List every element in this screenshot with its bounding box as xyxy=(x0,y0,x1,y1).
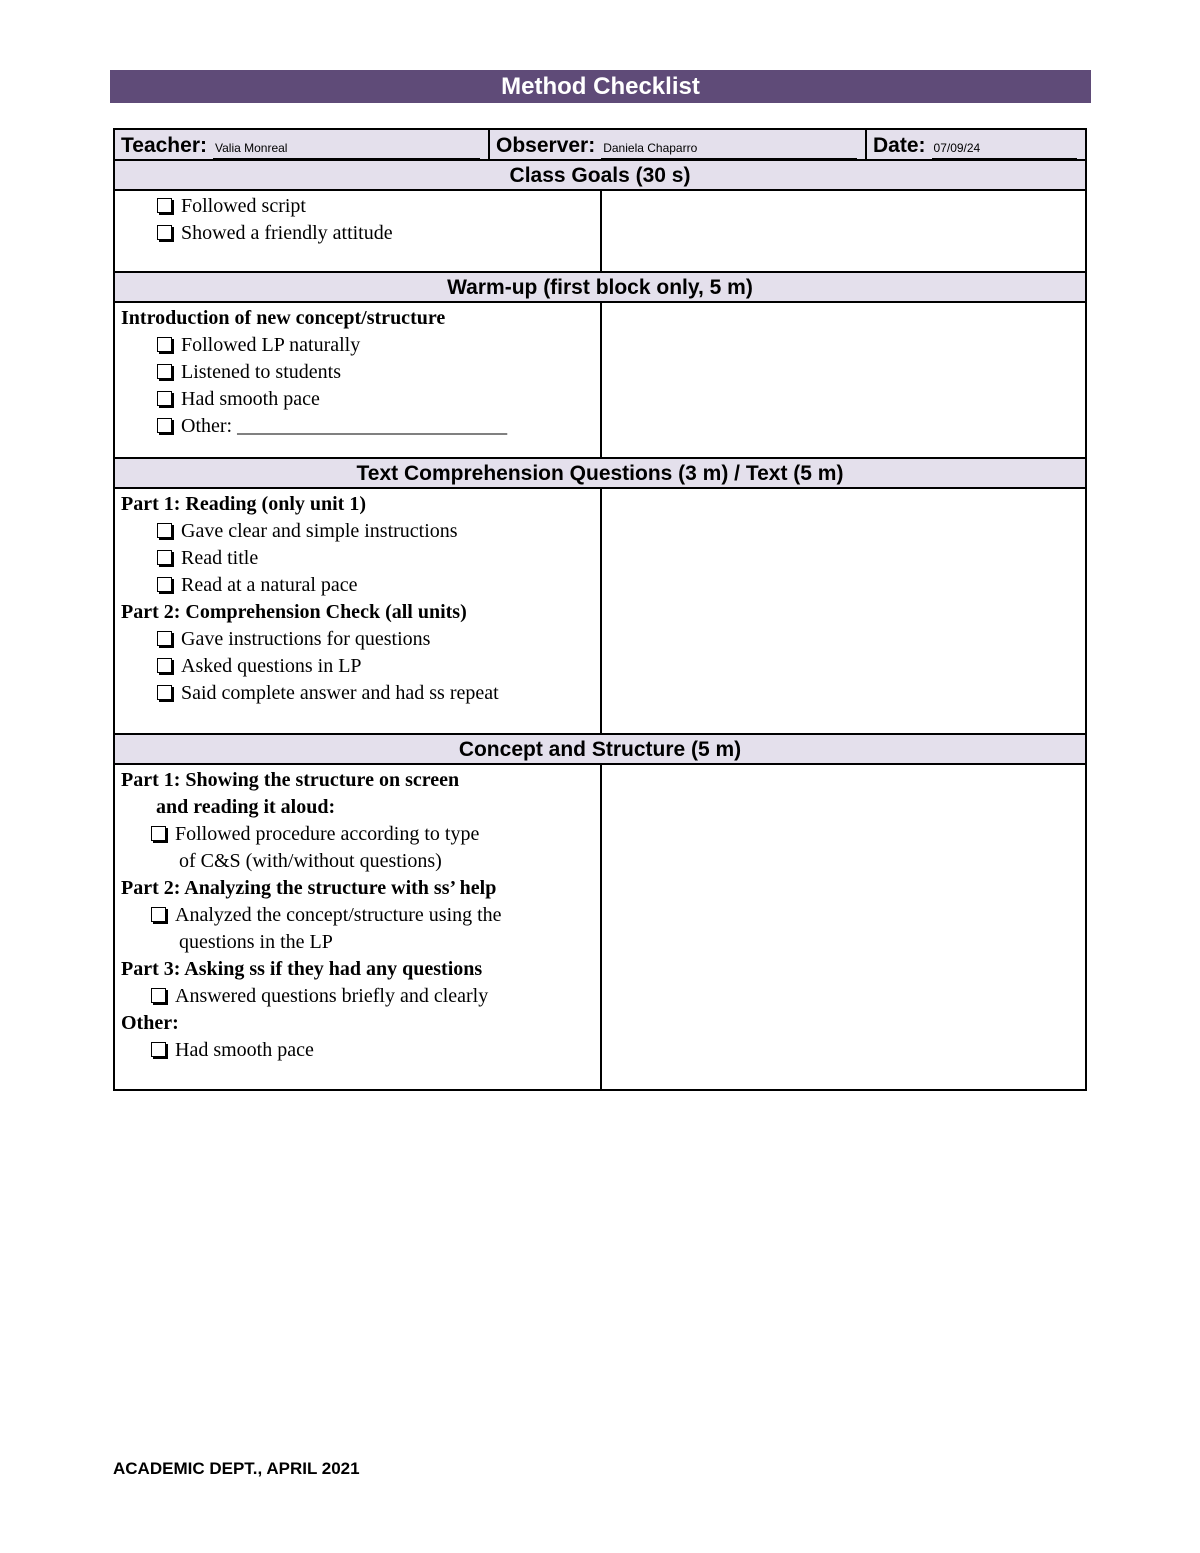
section-warmup xyxy=(115,303,1085,459)
comments-column[interactable] xyxy=(602,765,1085,1089)
checklist-item[interactable] xyxy=(121,983,600,1010)
checklist-item[interactable] xyxy=(121,386,600,413)
checklist-item[interactable] xyxy=(121,545,600,572)
checklist-item[interactable] xyxy=(121,220,600,247)
observer-field[interactable]: Daniela Chaparro xyxy=(601,141,857,159)
page-title: Method Checklist xyxy=(110,70,1091,103)
checkbox-icon[interactable] xyxy=(157,577,172,592)
section-text-comprehension xyxy=(115,489,1085,735)
checklist-item-label: Gave instructions for questions xyxy=(181,628,431,650)
checklist-item-label: Said complete answer and had ss repeat xyxy=(181,682,499,704)
checklist-item-label: Read at a natural pace xyxy=(181,574,358,596)
checklist-item[interactable] xyxy=(121,821,600,848)
checklist-item[interactable] xyxy=(121,1037,600,1064)
checklist-item[interactable] xyxy=(121,413,600,440)
checkbox-icon[interactable] xyxy=(157,391,172,406)
checklist-item-label: Followed script xyxy=(181,195,306,217)
checklist-item[interactable] xyxy=(121,902,600,929)
teacher-cell xyxy=(115,130,488,159)
checklist-item-continued: questions in the LP xyxy=(179,931,333,953)
checklist-item-label: Other: ___________________________ xyxy=(181,415,508,437)
checklist-item-label: Had smooth pace xyxy=(181,388,320,410)
part-heading-continued: and reading it aloud: xyxy=(156,796,336,818)
teacher-field[interactable]: Valia Monreal xyxy=(213,141,480,159)
checklist-item-label: Asked questions in LP xyxy=(181,655,362,677)
checkbox-icon[interactable] xyxy=(157,631,172,646)
section-heading-warmup: Warm-up (first block only, 5 m) xyxy=(115,273,1085,303)
checklist-item[interactable] xyxy=(121,518,600,545)
checkbox-icon[interactable] xyxy=(157,523,172,538)
checklist-item-label: Listened to students xyxy=(181,361,341,383)
checklist-item-label: Read title xyxy=(181,547,259,569)
part-heading: Part 1: Reading (only unit 1) xyxy=(121,493,366,515)
checkbox-icon[interactable] xyxy=(157,225,172,240)
checkbox-icon[interactable] xyxy=(157,364,172,379)
checklist-column xyxy=(115,489,602,733)
date-field[interactable]: 07/09/24 xyxy=(932,141,1077,159)
checklist-item-label: Showed a friendly attitude xyxy=(181,222,393,244)
checklist-item[interactable] xyxy=(121,572,600,599)
date-label: Date: xyxy=(873,134,926,157)
checklist-item[interactable] xyxy=(121,193,600,220)
teacher-label: Teacher: xyxy=(121,134,207,157)
section-heading-text-comprehension: Text Comprehension Questions (3 m) / Text (5 m) xyxy=(115,459,1085,489)
section-class-goals xyxy=(115,191,1085,273)
checklist-item-label: Analyzed the concept/structure using the xyxy=(175,904,502,926)
section-heading-class-goals: Class Goals (30 s) xyxy=(115,161,1085,191)
checklist-item[interactable] xyxy=(121,359,600,386)
comments-column[interactable] xyxy=(602,191,1085,271)
checkbox-icon[interactable] xyxy=(157,685,172,700)
checklist-item-label: Followed LP naturally xyxy=(181,334,361,356)
info-row xyxy=(115,130,1085,161)
checklist-item[interactable] xyxy=(121,653,600,680)
checkbox-icon[interactable] xyxy=(151,826,166,841)
date-cell xyxy=(865,130,1085,159)
checkbox-icon[interactable] xyxy=(151,1042,166,1057)
checklist-item[interactable] xyxy=(121,680,600,707)
subheading: Introduction of new concept/structure xyxy=(121,307,446,329)
checkbox-icon[interactable] xyxy=(157,198,172,213)
comments-column[interactable] xyxy=(602,303,1085,457)
checklist-item[interactable] xyxy=(121,332,600,359)
part-heading: Part 3: Asking ss if they had any questions xyxy=(121,958,483,980)
part-heading: Part 2: Analyzing the structure with ss’ help xyxy=(121,877,497,899)
checklist-column xyxy=(115,303,602,457)
checklist-form xyxy=(113,128,1087,1091)
observer-label: Observer: xyxy=(496,134,596,157)
checkbox-icon[interactable] xyxy=(157,550,172,565)
section-heading-concept-structure: Concept and Structure (5 m) xyxy=(115,735,1085,765)
checklist-item-label: Followed procedure according to type xyxy=(175,823,480,845)
checklist-column xyxy=(115,765,602,1089)
checklist-column xyxy=(115,191,602,271)
observer-cell xyxy=(488,130,865,159)
part-heading: Part 2: Comprehension Check (all units) xyxy=(121,601,467,623)
section-concept-structure xyxy=(115,765,1085,1089)
footer-text: ACADEMIC DEPT., APRIL 2021 xyxy=(113,1459,360,1478)
checklist-item[interactable] xyxy=(121,626,600,653)
checklist-item-continued: of C&S (with/without questions) xyxy=(179,850,442,872)
comments-column[interactable] xyxy=(602,489,1085,733)
part-heading: Part 1: Showing the structure on screen xyxy=(121,769,460,791)
checklist-item-label: Answered questions briefly and clearly xyxy=(175,985,489,1007)
checkbox-icon[interactable] xyxy=(151,907,166,922)
checklist-item-label: Had smooth pace xyxy=(175,1039,314,1061)
checkbox-icon[interactable] xyxy=(157,658,172,673)
checkbox-icon[interactable] xyxy=(157,337,172,352)
checkbox-icon[interactable] xyxy=(157,418,172,433)
other-heading: Other: xyxy=(121,1012,179,1034)
checklist-item-label: Gave clear and simple instructions xyxy=(181,520,458,542)
checkbox-icon[interactable] xyxy=(151,988,166,1003)
